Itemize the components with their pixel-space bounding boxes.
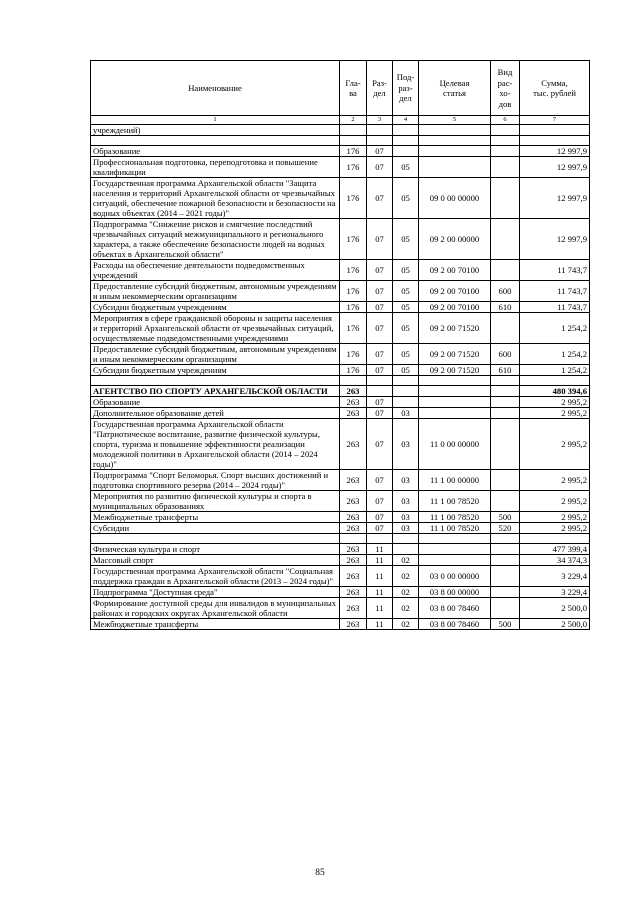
row-name: АГЕНТСТВО ПО СПОРТУ АРХАНГЕЛЬСКОЙ ОБЛАСТИ [91, 386, 340, 397]
row-name: Формирование доступной среды для инвалидов в муниципальных районах и городских округах Архангельской области [91, 598, 340, 619]
row-name: учреждений) [91, 125, 340, 136]
row-vid [491, 544, 520, 555]
row-podrazdel: 03 [393, 491, 419, 512]
row-podrazdel: 02 [393, 555, 419, 566]
row-vid [491, 419, 520, 470]
row-vid [491, 260, 520, 281]
row-podrazdel: 05 [393, 302, 419, 313]
budget-table [90, 60, 590, 630]
row-name: Субсидии бюджетным учреждениям [91, 302, 340, 313]
row-podrazdel: 05 [393, 260, 419, 281]
row-name: Физическая культура и спорт [91, 544, 340, 555]
table-row [91, 491, 590, 512]
row-sum: 12 997,9 [520, 157, 590, 178]
row-sum: 477 399,4 [520, 544, 590, 555]
row-razdel: 07 [367, 344, 393, 365]
row-razdel: 07 [367, 512, 393, 523]
row-target [419, 386, 491, 397]
row-vid [491, 598, 520, 619]
row-name [91, 136, 340, 146]
row-sum: 2 500,0 [520, 619, 590, 630]
table-header-row [91, 61, 590, 116]
row-glava: 263 [340, 555, 367, 566]
row-glava: 176 [340, 146, 367, 157]
row-sum: 3 229,4 [520, 566, 590, 587]
row-glava: 176 [340, 157, 367, 178]
table-row [91, 470, 590, 491]
row-glava: 176 [340, 344, 367, 365]
row-sum: 1 254,2 [520, 365, 590, 376]
col-number: 1 [91, 116, 340, 125]
row-sum: 12 997,9 [520, 146, 590, 157]
row-glava [340, 136, 367, 146]
row-glava: 263 [340, 523, 367, 534]
header-target: Целевая статья [419, 61, 491, 116]
table-row [91, 376, 590, 386]
row-sum: 1 254,2 [520, 344, 590, 365]
header-podrazdel: Под- раз- дел [393, 61, 419, 116]
row-sum [520, 136, 590, 146]
row-name: Мероприятия в сфере гражданской обороны и защиты населения и территорий Архангельской области от чрезвычайных ситуаций, осуществляемые подведомственными учреждениями [91, 313, 340, 344]
row-name: Массовый спорт [91, 555, 340, 566]
row-target [419, 157, 491, 178]
row-sum [520, 534, 590, 544]
row-sum: 2 995,2 [520, 408, 590, 419]
row-razdel: 07 [367, 178, 393, 219]
row-razdel: 07 [367, 408, 393, 419]
row-sum: 2 500,0 [520, 598, 590, 619]
row-target: 09 0 00 00000 [419, 178, 491, 219]
row-razdel [367, 136, 393, 146]
row-target: 03 8 00 78460 [419, 598, 491, 619]
header-glava: Гла- ва [340, 61, 367, 116]
table-row [91, 125, 590, 136]
table-row [91, 523, 590, 534]
row-podrazdel [393, 397, 419, 408]
row-razdel: 07 [367, 302, 393, 313]
row-razdel: 11 [367, 566, 393, 587]
row-razdel: 07 [367, 470, 393, 491]
row-glava: 176 [340, 260, 367, 281]
row-podrazdel [393, 136, 419, 146]
table-row [91, 534, 590, 544]
col-number: 2 [340, 116, 367, 125]
table-row [91, 544, 590, 555]
row-target: 09 2 00 70100 [419, 281, 491, 302]
row-sum: 11 743,7 [520, 281, 590, 302]
row-target: 09 2 00 71520 [419, 365, 491, 376]
row-podrazdel: 05 [393, 313, 419, 344]
row-podrazdel: 03 [393, 408, 419, 419]
row-sum: 12 997,9 [520, 178, 590, 219]
table-row [91, 419, 590, 470]
row-name: Предоставление субсидий бюджетным, автономным учреждениям и иным некоммерческим организациям [91, 281, 340, 302]
table-row [91, 566, 590, 587]
row-vid: 600 [491, 281, 520, 302]
row-vid [491, 587, 520, 598]
row-vid [491, 491, 520, 512]
row-name: Профессиональная подготовка, переподготовка и повышение квалификации [91, 157, 340, 178]
row-sum [520, 376, 590, 386]
row-name: Образование [91, 146, 340, 157]
row-podrazdel: 05 [393, 365, 419, 376]
row-glava: 263 [340, 386, 367, 397]
row-razdel: 11 [367, 555, 393, 566]
row-target: 11 1 00 78520 [419, 512, 491, 523]
row-target: 09 2 00 00000 [419, 219, 491, 260]
col-number: 6 [491, 116, 520, 125]
row-podrazdel [393, 125, 419, 136]
row-razdel: 11 [367, 587, 393, 598]
row-razdel: 07 [367, 157, 393, 178]
row-target: 11 1 00 78520 [419, 523, 491, 534]
row-name: Государственная программа Архангельской области "Защита населения и территорий Архангельской области от чрезвычайных ситуаций, обеспечение пожарной безопасности и безопасности на водных объектах (2014 – 2021 годы)" [91, 178, 340, 219]
row-razdel: 07 [367, 491, 393, 512]
table-body [91, 125, 590, 630]
row-name: Предоставление субсидий бюджетным, автономным учреждениям и иным некоммерческим организациям [91, 344, 340, 365]
row-target [419, 408, 491, 419]
row-podrazdel: 03 [393, 523, 419, 534]
row-glava: 263 [340, 470, 367, 491]
column-number-row [91, 116, 590, 125]
row-podrazdel: 05 [393, 157, 419, 178]
row-target [419, 397, 491, 408]
row-target: 11 1 00 78520 [419, 491, 491, 512]
row-name: Образование [91, 397, 340, 408]
row-vid [491, 470, 520, 491]
row-name: Подпрограмма "Спорт Беломорья. Спорт высших достижений и подготовка спортивного резерва (2014 – 2024 годы)" [91, 470, 340, 491]
header-name: Наименование [91, 61, 340, 116]
row-glava: 263 [340, 408, 367, 419]
row-glava: 176 [340, 302, 367, 313]
row-vid [491, 136, 520, 146]
header-vid: Вид рас- хо- дов [491, 61, 520, 116]
table-row [91, 397, 590, 408]
row-sum: 2 995,2 [520, 419, 590, 470]
row-vid: 600 [491, 344, 520, 365]
row-razdel: 07 [367, 365, 393, 376]
col-number: 3 [367, 116, 393, 125]
row-vid [491, 386, 520, 397]
row-name: Подпрограмма "Снижение рисков и смягчение последствий чрезвычайных ситуаций межмуниципального и регионального характера, а также обеспечение безопасности людей на водных объектах в Архангельской области" [91, 219, 340, 260]
row-sum [520, 125, 590, 136]
row-target [419, 555, 491, 566]
row-sum: 12 997,9 [520, 219, 590, 260]
row-vid [491, 146, 520, 157]
row-sum: 2 995,2 [520, 470, 590, 491]
row-sum: 2 995,2 [520, 512, 590, 523]
row-vid [491, 408, 520, 419]
table-row [91, 219, 590, 260]
header-razdel: Раз- дел [367, 61, 393, 116]
row-razdel: 07 [367, 313, 393, 344]
row-name: Государственная программа Архангельской области "Социальная поддержка граждан в Архангельской области (2013 – 2024 годы)" [91, 566, 340, 587]
col-number: 5 [419, 116, 491, 125]
row-razdel [367, 125, 393, 136]
row-vid [491, 555, 520, 566]
row-glava: 263 [340, 544, 367, 555]
row-target [419, 376, 491, 386]
row-vid: 500 [491, 512, 520, 523]
budget-document [90, 60, 589, 630]
row-glava: 263 [340, 491, 367, 512]
row-sum: 480 394,6 [520, 386, 590, 397]
row-vid: 610 [491, 365, 520, 376]
row-name: Расходы на обеспечение деятельности подведомственных учреждений [91, 260, 340, 281]
row-name [91, 376, 340, 386]
row-podrazdel: 03 [393, 470, 419, 491]
row-target: 09 2 00 70100 [419, 260, 491, 281]
row-glava: 263 [340, 598, 367, 619]
row-razdel: 07 [367, 397, 393, 408]
row-target [419, 136, 491, 146]
table-row [91, 555, 590, 566]
row-vid [491, 566, 520, 587]
row-vid: 500 [491, 619, 520, 630]
row-target [419, 534, 491, 544]
row-podrazdel [393, 386, 419, 397]
row-podrazdel: 02 [393, 566, 419, 587]
row-vid: 610 [491, 302, 520, 313]
table-row [91, 619, 590, 630]
table-row [91, 260, 590, 281]
table-row [91, 408, 590, 419]
row-name: Дополнительное образование детей [91, 408, 340, 419]
row-vid [491, 125, 520, 136]
row-sum: 2 995,2 [520, 523, 590, 534]
row-vid [491, 219, 520, 260]
row-vid: 520 [491, 523, 520, 534]
row-podrazdel: 05 [393, 178, 419, 219]
page-number: 85 [315, 868, 325, 878]
row-target: 03 8 00 78460 [419, 619, 491, 630]
table-row [91, 344, 590, 365]
row-name: Мероприятия по развитию физической культуры и спорта в муниципальных образованиях [91, 491, 340, 512]
row-podrazdel: 05 [393, 219, 419, 260]
row-name: Подпрограмма "Доступная среда" [91, 587, 340, 598]
table-row [91, 512, 590, 523]
row-podrazdel [393, 376, 419, 386]
table-row [91, 598, 590, 619]
row-glava: 263 [340, 512, 367, 523]
row-glava: 263 [340, 419, 367, 470]
row-sum: 11 743,7 [520, 260, 590, 281]
row-razdel: 11 [367, 598, 393, 619]
row-razdel: 07 [367, 419, 393, 470]
row-target: 09 2 00 71520 [419, 344, 491, 365]
row-glava: 263 [340, 397, 367, 408]
row-vid [491, 157, 520, 178]
row-glava: 263 [340, 619, 367, 630]
row-podrazdel [393, 534, 419, 544]
row-glava: 176 [340, 365, 367, 376]
row-podrazdel: 05 [393, 344, 419, 365]
table-row [91, 146, 590, 157]
row-glava [340, 534, 367, 544]
row-glava: 176 [340, 178, 367, 219]
table-row [91, 386, 590, 397]
row-name: Субсидии бюджетным учреждениям [91, 365, 340, 376]
row-sum: 1 254,2 [520, 313, 590, 344]
row-podrazdel: 03 [393, 512, 419, 523]
col-number: 7 [520, 116, 590, 125]
row-vid [491, 397, 520, 408]
row-glava: 263 [340, 587, 367, 598]
row-sum: 2 995,2 [520, 397, 590, 408]
row-podrazdel: 05 [393, 281, 419, 302]
table-row [91, 302, 590, 313]
row-vid [491, 534, 520, 544]
col-number: 4 [393, 116, 419, 125]
row-podrazdel [393, 544, 419, 555]
table-row [91, 178, 590, 219]
table-row [91, 136, 590, 146]
row-glava [340, 125, 367, 136]
row-razdel: 11 [367, 544, 393, 555]
row-razdel: 07 [367, 281, 393, 302]
row-glava: 176 [340, 219, 367, 260]
row-razdel [367, 376, 393, 386]
row-podrazdel: 02 [393, 587, 419, 598]
row-podrazdel: 02 [393, 598, 419, 619]
row-razdel: 07 [367, 523, 393, 534]
table-row [91, 365, 590, 376]
row-vid [491, 376, 520, 386]
row-razdel: 07 [367, 146, 393, 157]
row-target: 11 0 00 00000 [419, 419, 491, 470]
row-glava: 263 [340, 566, 367, 587]
table-row [91, 281, 590, 302]
row-vid [491, 178, 520, 219]
row-razdel: 07 [367, 219, 393, 260]
row-target [419, 544, 491, 555]
table-row [91, 157, 590, 178]
row-name: Межбюджетные трансферты [91, 619, 340, 630]
row-podrazdel [393, 146, 419, 157]
row-sum: 2 995,2 [520, 491, 590, 512]
row-target: 11 1 00 00000 [419, 470, 491, 491]
row-glava: 176 [340, 281, 367, 302]
row-sum: 11 743,7 [520, 302, 590, 313]
row-name: Государственная программа Архангельской области "Патриотическое воспитание, развитие физической культуры, спорта, туризма и повышение эффективности реализации молодежной политики в Архангельской области (2014 – 2024 годы)" [91, 419, 340, 470]
table-row [91, 313, 590, 344]
row-target: 03 0 00 00000 [419, 566, 491, 587]
row-glava [340, 376, 367, 386]
row-name: Субсидии [91, 523, 340, 534]
row-vid [491, 313, 520, 344]
header-sum: Сумма, тыс. рублей [520, 61, 590, 116]
row-razdel: 11 [367, 619, 393, 630]
row-target [419, 125, 491, 136]
row-target [419, 146, 491, 157]
row-target: 09 2 00 71520 [419, 313, 491, 344]
row-name: Межбюджетные трансферты [91, 512, 340, 523]
row-target: 03 8 00 00000 [419, 587, 491, 598]
row-sum: 3 229,4 [520, 587, 590, 598]
row-glava: 176 [340, 313, 367, 344]
row-target: 09 2 00 70100 [419, 302, 491, 313]
table-row [91, 587, 590, 598]
row-podrazdel: 03 [393, 419, 419, 470]
row-razdel [367, 386, 393, 397]
row-razdel [367, 534, 393, 544]
row-sum: 34 374,3 [520, 555, 590, 566]
row-razdel: 07 [367, 260, 393, 281]
row-name [91, 534, 340, 544]
row-podrazdel: 02 [393, 619, 419, 630]
